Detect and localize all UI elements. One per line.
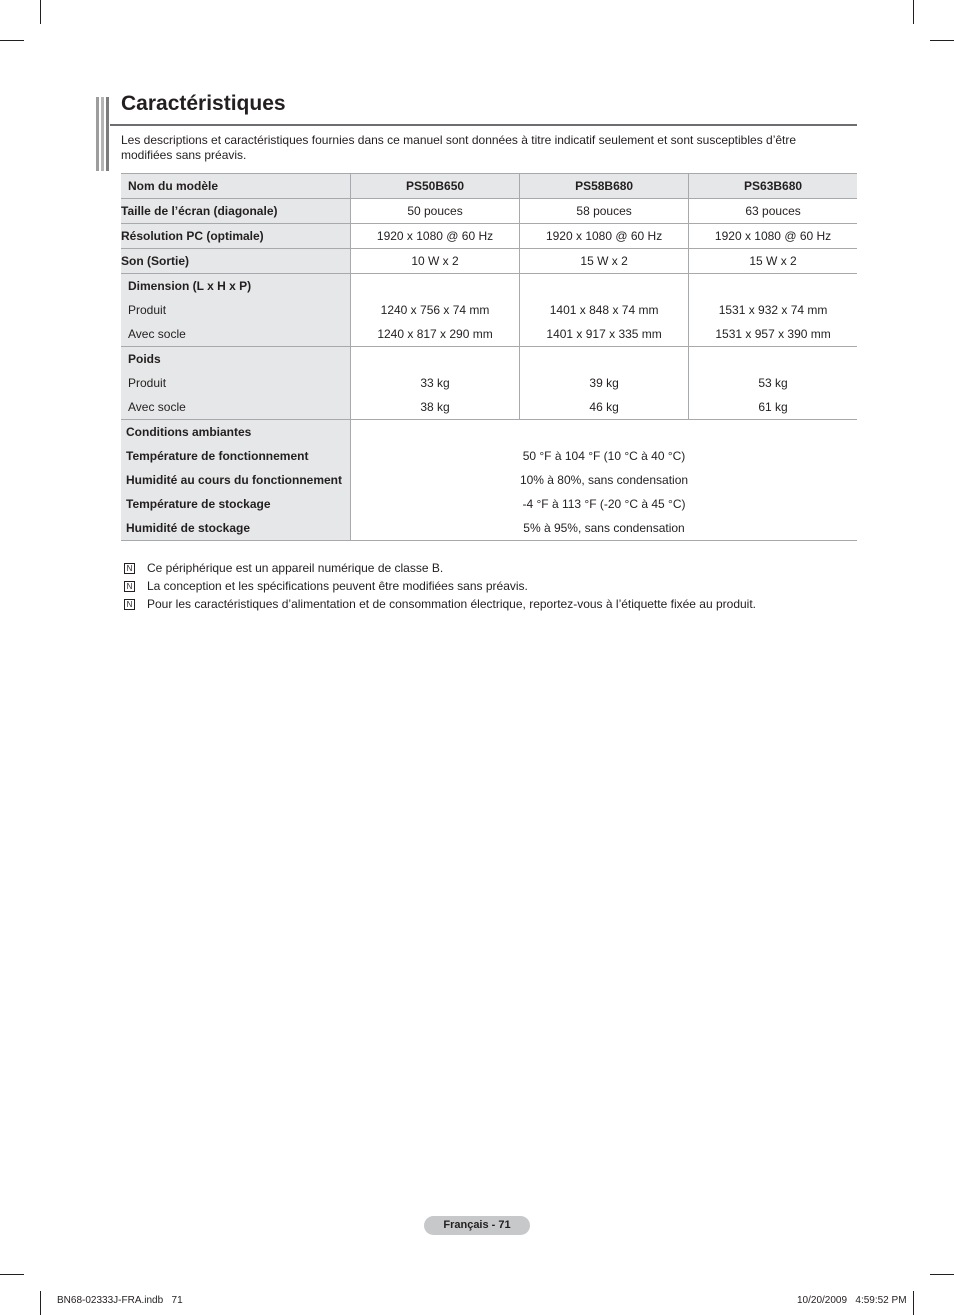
cell-value: 1920 x 1080 @ 60 Hz — [351, 224, 520, 249]
crop-mark — [40, 1291, 41, 1315]
crop-mark — [0, 1274, 24, 1275]
cell-value: 5% à 95%, sans condensation — [523, 521, 685, 535]
crop-mark — [0, 40, 24, 41]
sub-label: Température de stockage — [126, 497, 271, 511]
title-divider — [110, 124, 857, 126]
cell-value-group — [520, 274, 689, 347]
cell-value: 53 kg — [758, 376, 788, 390]
list-item — [121, 595, 861, 613]
page-title: Caractéristiques — [121, 92, 286, 115]
cell-value: 1531 x 932 x 74 mm — [718, 303, 828, 317]
note-text: Ce périphérique est un appareil numérique de classe B. — [147, 561, 444, 575]
header-label: Nom du modèle — [121, 174, 351, 199]
row-label: Conditions ambiantes — [126, 425, 252, 439]
model-header: PS63B680 — [689, 174, 857, 199]
heading-decoration — [96, 97, 110, 171]
note-icon: N — [124, 581, 135, 592]
cell-value-group — [351, 347, 520, 420]
spec-table — [121, 173, 857, 541]
cell-value: 39 kg — [589, 376, 619, 390]
row-label: Poids — [128, 352, 161, 366]
cell-value: 10 W x 2 — [351, 249, 520, 274]
cell-value: 1240 x 756 x 74 mm — [380, 303, 490, 317]
cell-value: 1240 x 817 x 290 mm — [377, 327, 493, 341]
table-header-row — [121, 174, 857, 199]
row-label-group — [121, 420, 351, 541]
table-row — [121, 347, 857, 420]
cell-value: 58 pouces — [520, 199, 689, 224]
row-label-group — [121, 347, 351, 420]
row-label: Taille de l’écran (diagonale) — [121, 199, 351, 224]
sub-label: Produit — [128, 376, 167, 390]
table-row-environment — [121, 420, 857, 541]
model-header: PS58B680 — [520, 174, 689, 199]
sub-label: Avec socle — [128, 400, 186, 414]
cell-value-group — [689, 274, 857, 347]
cell-value: 46 kg — [589, 400, 619, 414]
note-text: Pour les caractéristiques d’alimentation et de consommation électrique, reportez-vous à l’étiquette fixée au produit. — [147, 597, 756, 611]
cell-value: 38 kg — [420, 400, 450, 414]
cell-value: 61 kg — [758, 400, 788, 414]
note-icon: N — [124, 563, 135, 574]
sub-label: Humidité au cours du fonctionnement — [126, 473, 343, 487]
table-row — [121, 249, 857, 274]
crop-mark — [40, 0, 41, 24]
cell-value: 50 °F à 104 °F (10 °C à 40 °C) — [522, 449, 686, 463]
cell-value: 15 W x 2 — [520, 249, 689, 274]
model-header: PS50B650 — [351, 174, 520, 199]
file-slug: BN68-02333J-FRA.indb 71 — [57, 1295, 183, 1306]
cell-value-group — [351, 420, 858, 541]
cell-value: 1401 x 848 x 74 mm — [549, 303, 659, 317]
row-label: Résolution PC (optimale) — [121, 224, 351, 249]
sub-label: Produit — [128, 303, 167, 317]
row-label: Son (Sortie) — [121, 249, 351, 274]
intro-text: Les descriptions et caractéristiques fournies dans ce manuel sont données à titre indicatif seulement et sont susceptibles d’être modifiées sans préavis. — [121, 133, 797, 162]
crop-mark — [913, 1291, 914, 1315]
table-row — [121, 224, 857, 249]
cell-value: 1920 x 1080 @ 60 Hz — [520, 224, 689, 249]
cell-value: 10% à 80%, sans condensation — [519, 473, 689, 487]
row-label-group — [121, 274, 351, 347]
row-label: Dimension (L x H x P) — [128, 279, 252, 293]
list-item — [121, 577, 861, 595]
cell-value-group — [351, 274, 520, 347]
sub-label: Humidité de stockage — [126, 521, 251, 535]
note-text: La conception et les spécifications peuvent être modifiées sans préavis. — [147, 579, 528, 593]
cell-value: 63 pouces — [689, 199, 857, 224]
table-row — [121, 274, 857, 347]
crop-mark — [913, 0, 914, 24]
cell-value: 1920 x 1080 @ 60 Hz — [689, 224, 857, 249]
list-item — [121, 559, 861, 577]
cell-value-group — [520, 347, 689, 420]
cell-value: 15 W x 2 — [689, 249, 857, 274]
sub-label: Avec socle — [128, 327, 186, 341]
note-icon: N — [124, 599, 135, 610]
cell-value: -4 °F à 113 °F (-20 °C à 45 °C) — [522, 497, 686, 511]
crop-mark — [930, 40, 954, 41]
notes-list — [121, 559, 861, 613]
cell-value: 1401 x 917 x 335 mm — [546, 327, 662, 341]
sub-label: Température de fonctionnement — [126, 449, 309, 463]
cell-value-group — [689, 347, 857, 420]
cell-value: 50 pouces — [351, 199, 520, 224]
page-number-badge: Français - 71 — [424, 1216, 530, 1235]
cell-value: 1531 x 957 x 390 mm — [715, 327, 831, 341]
print-timestamp: 10/20/2009 4:59:52 PM — [797, 1295, 907, 1306]
crop-mark — [930, 1274, 954, 1275]
cell-value: 33 kg — [420, 376, 450, 390]
table-row — [121, 199, 857, 224]
